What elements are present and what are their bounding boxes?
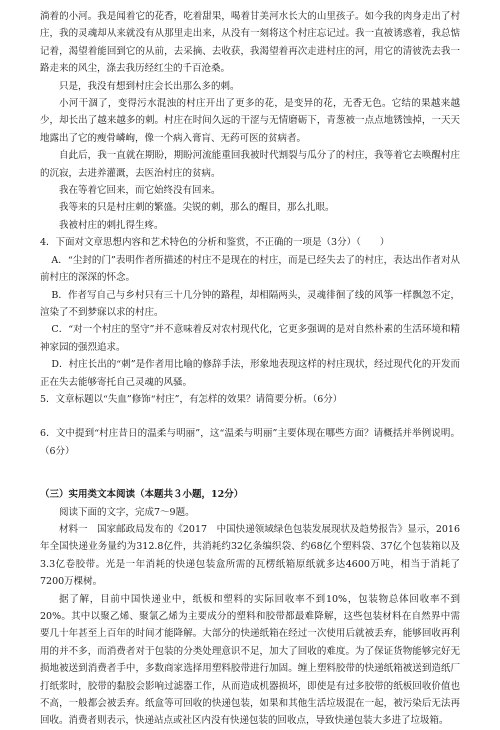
answer-space bbox=[40, 408, 460, 425]
section-3-instruction: 阅读下面的文字，完成7～9题。 bbox=[59, 506, 195, 518]
material-paragraph: 据了解，目前中国快递业中，纸板和塑料的实际回收率不到10%，包装物总体回收率不到20%。其中以聚乙烯、聚氯乙烯为主要成分的塑料和胶带都最难降解，这些包装材料在自然界中需要几十年甚至上百年的时间才能降解。大部分的快递纸箱在经过一次使用后就被丢弃，能够回收再利用的并不多，而消费者对于包装的分类处理意识不足，加大了回收的难度。为了保证货物能够完好无损地被送到消费者手中，多数商家选择用塑料胶带进行加固。缠上塑料胶带的快递纸箱被送到造纸厂打纸浆时，胶带的黏胶会影响过滤器工作，从而造成机器损坏，即使是有过多胶带的纸板回收价值也不高，一般都会被丢弃。纸盒等可回收的快递包装，如果和其他生活垃圾混在一起，被污染后无法再回收。消费者则表示，快递站点或社区内没有快递包装的回收点，导致快递包装大多进了垃圾箱。 bbox=[40, 593, 460, 727]
material-paragraph: 材料一 国家邮政局发布的《2017 中国快递领域绿色包装发展现状及趋势报告》显示，2016年全国快递业务量约为312.8亿件，共消耗约32亿条编织袋、约68亿个塑料袋、37亿个包装箱以及3.3亿卷胶带。光是一年消耗的快递包装盒所需的瓦楞纸箱原纸就多达4600万吨，相当于消耗了7200万棵树。 bbox=[40, 523, 460, 588]
question-4-option-c: C．“对一个村庄的坚守”并不意味着反对农村现代化，它更多强调的是对自然朴素的生活环境和精神家园的强烈追求。 bbox=[40, 324, 460, 353]
section-3-title: （三）实用类文本阅读（本题共３小题，12分） bbox=[40, 489, 244, 501]
passage-paragraph: 我被村庄的刺扎得生疼。 bbox=[59, 219, 164, 231]
question-5: 5．文章标题以“失血”修饰“村庄”，有怎样的效果？请简要分析。（6分） bbox=[40, 393, 343, 405]
passage-paragraph: 我在等着它回来，而它始终没有回来。 bbox=[59, 185, 221, 197]
question-4-option-a: A．“尘封的门”表明作者所描述的村庄不是现在的村庄，而是已经失去了的村庄，表达出作者对从前村庄的深深的怀念。 bbox=[40, 254, 460, 284]
passage-paragraph: 小河干涸了，变得污水混浊的村庄开出了更多的花，是变异的花，无香无色。它结的果越来越少，却长出了越来越多的刺。村庄在时间久远的干涩与无情磨砺下，青葱被一点点地锈蚀掉，一天天地露出了它的瘦骨嶙峋，像一个病入膏肓、无药可医的贫病者。 bbox=[40, 98, 460, 144]
question-4-option-b: B．作者写自己与乡村只有三十几分钟的路程，却相隔两头，灵魂徘徊了线的风筝一样飘忽不定，渲染了不到梦寐以求的村庄。 bbox=[40, 289, 460, 318]
question-4-option-d: D．村庄长出的“刺”是作者用比喻的修辞手法，形象地表现这样的村庄现状，经过现代化的开发而正在失去能够寄托自己灵魂的风骚。 bbox=[40, 359, 460, 388]
question-6: 6．文中提到“村庄昔日的温柔与明丽”，这“温柔与明丽”主要体现在哪些方面？请概括并举例说明。（6分） bbox=[40, 428, 460, 457]
passage-paragraph: 自此后，我一直就在期盼，期盼河流能重回我被时代割裂与瓜分了的村庄，我等着它去唤醒村庄的沉寂，去进养灌溉，去医治村庄的贫病。 bbox=[40, 150, 460, 179]
answer-space bbox=[40, 460, 460, 486]
passage-paragraph: 我等来的只是村庄刺的繁盛。尖锐的刺，那么的醒目，那么扎眼。 bbox=[59, 202, 335, 214]
passage-paragraph: 淌着的小河。我是闻着它的花香，吃着甜果，喝着甘美河水长大的山里孩子。如今我的肉身走出了村庄，我的灵魂却从来就没有从那里走出来，从没有一刻将这个村庄忘记过。我一直被诱惑着，我总惦记着，渴望着能回到它的从前，去采摘、去收获，我渴望着再次走进村庄的河，用它的清彼洗去我一路走来的风尘，涤去我历经红尘的千百沧桑。 bbox=[40, 11, 460, 75]
question-4-stem: 4．下面对文章思想内容和艺术特色的分析和鉴赏，不正确的一项是（3分）（ ） bbox=[40, 237, 390, 249]
passage-paragraph: 只是，我没有想到村庄会长出那么多的刺。 bbox=[59, 80, 240, 92]
